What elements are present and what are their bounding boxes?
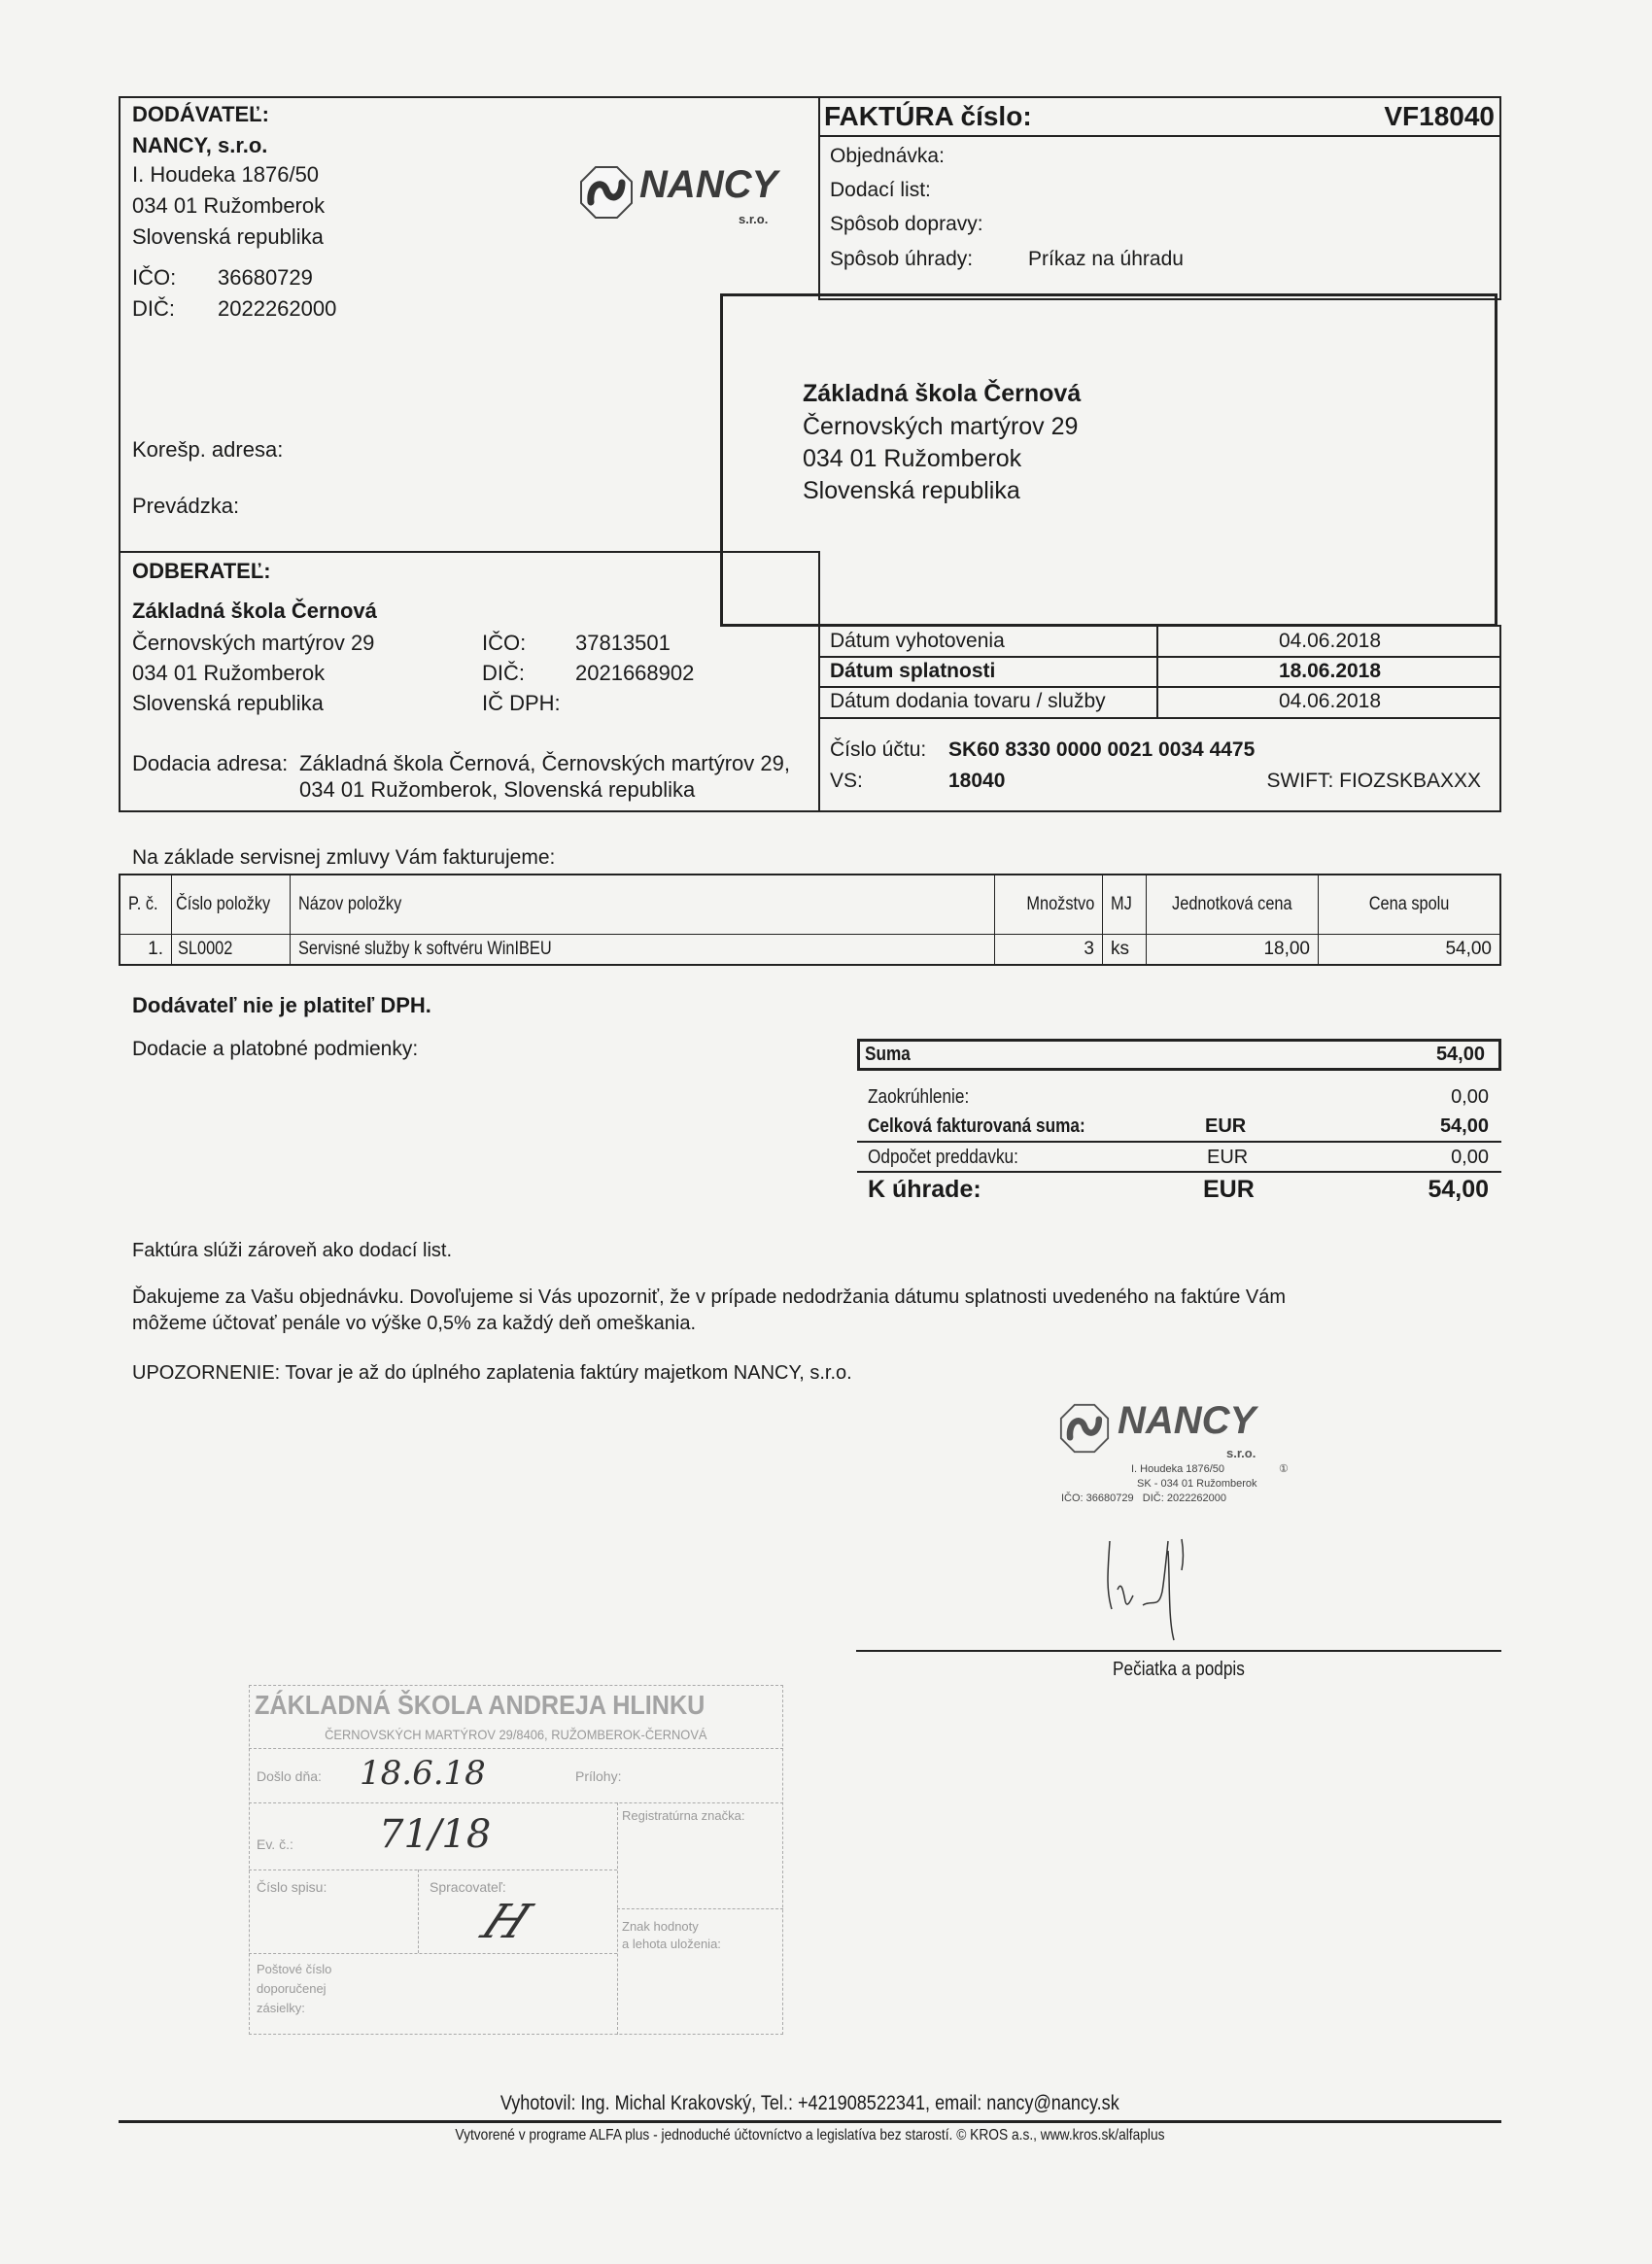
supplier-coresp-label: Korešp. adresa: [132,437,284,462]
sum-label: Suma [865,1044,911,1065]
footer-issued-by: Vyhotovil: Ing. Michal Krakovský, Tel.: +421908522341, email: nancy@nancy.sk [500,2092,1119,2114]
col-header-total-price: Cena spolu [1319,875,1501,935]
cell-unit-price: 18,00 [1147,935,1319,966]
col-header-unit-price: Jednotková cena [1147,875,1319,935]
logo-text: NANCY [639,163,778,206]
stamp-divider [249,1748,783,1749]
cell-item-code: SL0002 [172,935,291,966]
supplier-dic: 2022262000 [218,296,337,321]
customer-city: 034 01 Ružomberok [132,661,326,685]
supplier-city: 034 01 Ružomberok [132,193,326,218]
customer-heading: ODBERATEĽ: [132,559,271,583]
col-header-unit: MJ [1103,875,1147,935]
postal-label-3: zásielky: [257,2001,305,2015]
thanks-text-line2: môžeme účtovať penále vo výške 0,5% za každý deň omeškania. [132,1313,697,1334]
col-header-quantity: Množstvo [995,875,1103,935]
due-value: 54,00 [1428,1176,1489,1203]
supplier-ico-label: IČO: [132,265,177,290]
rounding-value: 0,00 [1451,1086,1489,1108]
total-label: Celková fakturovaná suma: [868,1115,1085,1137]
account-label: Číslo účtu: [830,738,927,761]
items-header-row [120,875,1500,935]
stamp-divider [418,1870,419,1953]
reg-no-value: 71/18 [379,1812,492,1857]
retention-label-1: Znak hodnoty [622,1919,699,1934]
due-label: K úhrade: [868,1176,981,1203]
delivery-note-text: Faktúra slúži zároveň ako dodací list. [132,1240,453,1261]
account-number: SK60 8330 0000 0021 0034 4475 [948,738,1256,761]
customer-country: Slovenská republika [132,691,324,715]
total-currency: EUR [1205,1115,1247,1137]
supplier-street: I. Houdeka 1876/50 [132,162,320,187]
vat-note: Dodávateľ nie je platiteľ DPH. [132,993,431,1017]
nancy-octagon-icon [1059,1403,1110,1454]
stamp-number: ① [1279,1463,1289,1475]
payment-label: Spôsob úhrady: [830,248,974,270]
cell-quantity: 3 [995,935,1103,966]
stamp-divider [249,1802,783,1803]
footer-software: Vytvorené v programe ALFA plus - jednoduché účtovníctvo a legislatíva bez starostí. © KROS a.s., www.kros.sk/alfaplus [455,2127,1165,2144]
signature-scribble [1088,1531,1283,1648]
cell-unit: ks [1103,935,1147,966]
col-header-item-name: Názov položky [291,875,995,935]
signature-label: Pečiatka a podpis [1113,1659,1245,1680]
recipient-city: 034 01 Ružomberok [803,445,1022,472]
swift-label: SWIFT: [1266,770,1334,792]
customer-ico: 37813501 [575,631,671,655]
delivery-note-label: Dodací list: [830,179,931,201]
recipient-country: Slovenská republika [803,477,1020,504]
reg-no-label: Ev. č.: [257,1836,293,1852]
invoice-title: FAKTÚRA číslo: [824,101,1032,131]
invoice-intro: Na základe servisnej zmluvy Vám fakturujeme: [132,846,556,869]
postal-label-2: doporučenej [257,1981,327,1996]
advance-currency: EUR [1207,1147,1249,1168]
received-label: Došlo dňa: [257,1768,322,1784]
stamp-logo-suffix: s.r.o. [1226,1446,1256,1460]
retention-label-2: a lehota uloženia: [622,1937,721,1951]
due-currency: EUR [1203,1176,1255,1203]
date-due-value: 18.06.2018 [1278,660,1382,682]
supplier-country: Slovenská republika [132,224,324,249]
signature-line [856,1650,1501,1652]
date-due-label: Dátum splatnosti [830,660,996,682]
postal-label-1: Poštové číslo [257,1962,332,1976]
transport-label: Spôsob dopravy: [830,213,983,235]
registry-mark-label: Registratúrna značka: [622,1808,745,1823]
company-stamp [1059,1399,1312,1527]
registry-stamp-subtitle: ČERNOVSKÝCH MARTÝROV 29/8406, RUŽOMBEROK-ČERNOVÁ [325,1727,707,1742]
items-table [119,874,1501,966]
customer-dic-label: DIČ: [482,661,525,685]
supplier-name: NANCY, s.r.o. [132,133,268,157]
stamp-divider [617,1802,618,2035]
stamp-line3: IČO: 36680729 DIČ: 2022262000 [1061,1492,1227,1504]
attachments-label: Prílohy: [575,1768,622,1784]
invoice-number: VF18040 [1384,101,1495,131]
customer-icdph-label: IČ DPH: [482,691,561,715]
divider [818,717,1501,719]
date-delivery-value: 04.06.2018 [1278,690,1382,712]
supplier-heading: DODÁVATEĽ: [132,102,269,126]
nancy-logo [575,161,779,235]
vs-label: VS: [830,770,863,792]
logo-suffix: s.r.o. [739,212,769,226]
delivery-address-line1: Základná škola Černová, Černovských martýrov 29, [299,751,790,775]
supplier-dic-label: DIČ: [132,296,175,321]
sum-box [857,1039,1501,1071]
stamp-line1: I. Houdeka 1876/50 [1131,1463,1225,1475]
table-row [120,935,1500,966]
received-value: 18.6.18 [360,1754,486,1793]
thanks-text-line1: Ďakujeme za Vašu objednávku. Dovoľujeme si Vás upozorniť, že v prípade nedodržania dátumu splatnosti uvedeného na faktúre Vám [132,1286,1287,1308]
supplier-premises-label: Prevádzka: [132,494,240,518]
supplier-ico: 36680729 [218,265,313,290]
file-no-label: Číslo spisu: [257,1879,327,1895]
advance-value: 0,00 [1451,1147,1489,1168]
col-header-item-code: Číslo položky [172,875,291,935]
recipient-street: Černovských martýrov 29 [803,413,1079,440]
terms-label: Dodacie a platobné podmienky: [132,1038,419,1060]
date-issued-label: Dátum vyhotovenia [830,630,1005,652]
sum-value: 54,00 [1435,1044,1485,1065]
order-label: Objednávka: [830,145,945,167]
swift-value: FIOZSKBAXXX [1339,770,1481,792]
total-value: 54,00 [1439,1115,1489,1137]
date-issued-value: 04.06.2018 [1278,630,1382,652]
registry-stamp-title: ZÁKLADNÁ ŠKOLA ANDREJA HLINKU [255,1690,706,1720]
processor-value: H [472,1895,539,1949]
payment-value: Príkaz na úhradu [1028,248,1184,270]
warning-text: UPOZORNENIE: Tovar je až do úplného zaplatenia faktúry majetkom NANCY, s.r.o. [132,1362,852,1384]
stamp-divider [249,1953,617,1954]
swift [1266,767,1481,796]
processor-label: Spracovateľ: [430,1879,506,1895]
date-delivery-label: Dátum dodania tovaru / služby [830,690,1106,712]
rounding-label: Zaokrúhlenie: [868,1086,970,1108]
delivery-address-label: Dodacia adresa: [132,751,289,775]
recipient-name: Základná škola Černová [803,380,1082,407]
stamp-logo-text: NANCY [1118,1399,1256,1442]
customer-ico-label: IČO: [482,631,527,655]
stamp-line2: SK - 034 01 Ružomberok [1137,1478,1257,1490]
cell-item-name: Servisné služby k softvéru WinIBEU [291,935,995,966]
delivery-address-line2: 034 01 Ružomberok, Slovenská republika [299,777,696,802]
cell-no: 1. [120,935,172,966]
customer-street: Černovských martýrov 29 [132,631,375,655]
col-header-no: P. č. [120,875,172,935]
cell-total-price: 54,00 [1319,935,1501,966]
footer-divider [119,2120,1501,2123]
stamp-divider [617,1908,783,1909]
nancy-octagon-icon [579,165,634,220]
customer-name: Základná škola Černová [132,599,377,623]
customer-dic: 2021668902 [575,661,695,685]
vs-value: 18040 [948,770,1006,792]
divider [857,1141,1501,1143]
advance-label: Odpočet preddavku: [868,1147,1018,1168]
